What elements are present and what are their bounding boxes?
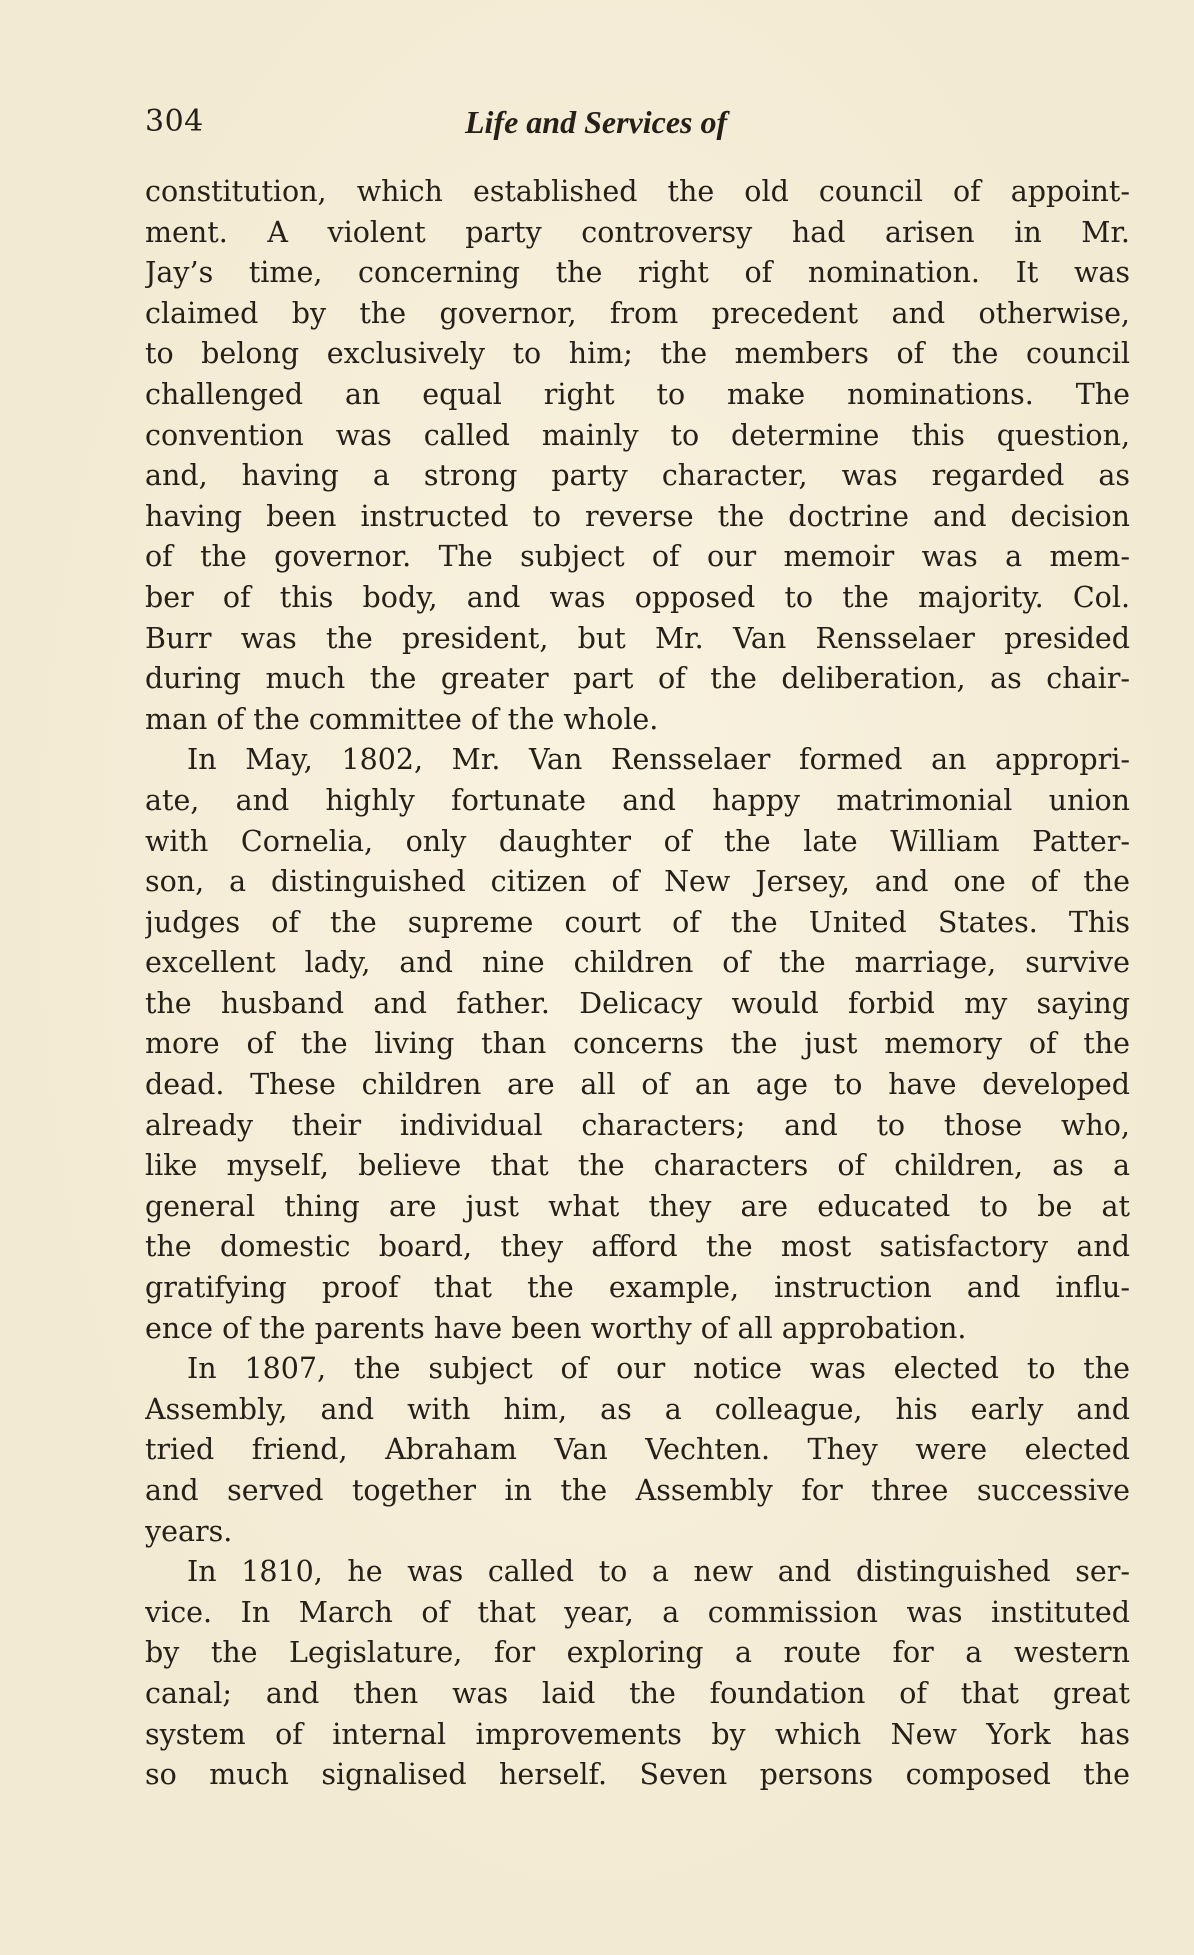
text-line: In May, 1802, Mr. Van Rensselaer formed an appropri-: [187, 743, 1130, 777]
text-line: and served together in the Assembly for three successive: [145, 1474, 1130, 1507]
text-line: gratifying proof that the example, instruction and influ-: [145, 1271, 1130, 1305]
text-line: tried friend, Abraham Van Vechten. They were elected: [145, 1433, 1130, 1467]
text-line: son, a distinguished citizen of New Jersey, and one of the: [145, 865, 1130, 899]
text-line: like myself, believe that the characters of children, as a: [145, 1149, 1130, 1183]
text-line: Jay’s time, concerning the right of nomination. It was: [145, 256, 1130, 290]
text-line: man of the committee of the whole.: [145, 702, 659, 736]
text-line: by the Legislature, for exploring a route for a western: [145, 1636, 1130, 1670]
text-line: more of the living than concerns the just memory of the: [145, 1027, 1130, 1061]
text-line: and, having a strong party character, was regarded as: [145, 459, 1130, 493]
text-line: claimed by the governor, from precedent and otherwise,: [145, 296, 1130, 330]
text-line: convention was called mainly to determine this question,: [145, 418, 1130, 452]
text-line: In 1810, he was called to a new and distinguished ser-: [187, 1555, 1130, 1589]
text-line: ment. A violent party controversy had arisen in Mr.: [145, 215, 1130, 249]
text-line: so much signalised herself. Seven persons composed the: [145, 1758, 1130, 1792]
text-line: challenged an equal right to make nominations. The: [145, 377, 1130, 411]
text-line: to belong exclusively to him; the members of the council: [145, 337, 1130, 371]
text-line: vice. In March of that year, a commission was instituted: [145, 1595, 1130, 1629]
text-line: Burr was the president, but Mr. Van Rensselaer presided: [145, 621, 1130, 655]
text-line: ber of this body, and was opposed to the majority. Col.: [145, 580, 1130, 614]
text-line: ence of the parents have been worthy of all approbation.: [145, 1311, 967, 1345]
text-line: already their individual characters; and to those who,: [145, 1108, 1130, 1142]
text-line: canal; and then was laid the foundation of that great: [145, 1676, 1130, 1710]
text-line: excellent lady, and nine children of the marriage, survive: [145, 946, 1130, 980]
text-line: judges of the supreme court of the United States. This: [145, 905, 1130, 939]
text-line: of the governor. The subject of our memoir was a mem-: [145, 540, 1130, 574]
text-line: with Cornelia, only daughter of the late William Patter-: [145, 824, 1130, 858]
page-number: 304: [145, 104, 204, 139]
text-line: dead. These children are all of an age to have developed: [145, 1068, 1130, 1102]
text-line: constitution, which established the old council of appoint-: [145, 175, 1130, 208]
body-text: [145, 172, 1130, 1796]
text-line: Assembly, and with him, as a colleague, his early and: [145, 1392, 1130, 1426]
running-title: Life and Services of: [465, 104, 728, 140]
text-line: the husband and father. Delicacy would forbid my saying: [145, 986, 1130, 1020]
text-line: In 1807, the subject of our notice was elected to the: [187, 1352, 1130, 1386]
text-line: system of internal improvements by which New York has: [145, 1717, 1130, 1751]
text-line: during much the greater part of the deliberation, as chair-: [145, 662, 1130, 696]
text-line: the domestic board, they afford the most satisfactory and: [145, 1230, 1130, 1264]
text-line: general thing are just what they are educated to be at: [145, 1189, 1130, 1223]
text-line: ate, and highly fortunate and happy matrimonial union: [145, 783, 1130, 817]
text-line: having been instructed to reverse the doctrine and decision: [145, 499, 1130, 533]
text-line: years.: [145, 1514, 233, 1548]
page-header: [145, 97, 1135, 147]
